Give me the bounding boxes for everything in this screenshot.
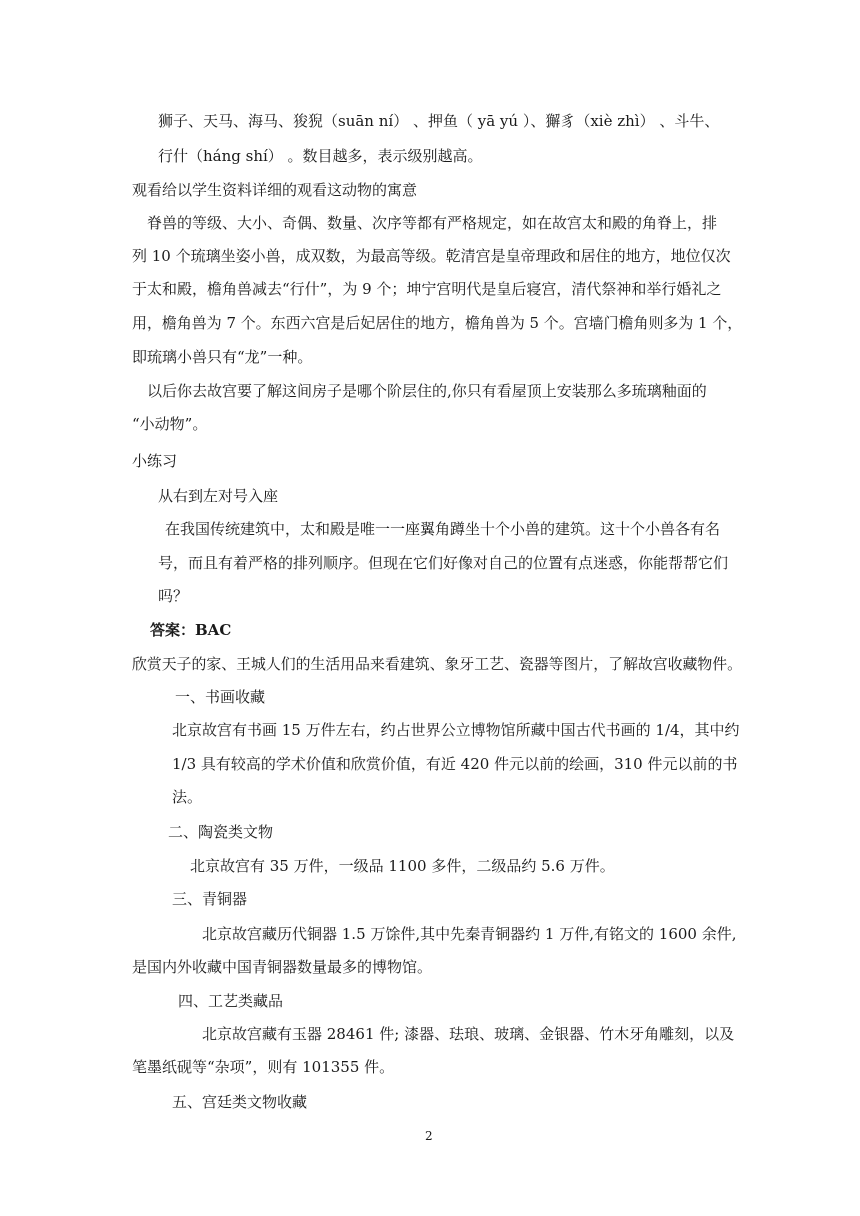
paragraph-line: 列 10 个琉璃坐姿小兽，成双数，为最高等级。乾清宫是皇帝理政和居住的地方，地位仅次 bbox=[132, 247, 731, 265]
paragraph-line: 于太和殿，檐角兽减去“行什”，为 9 个；坤宁宫明代是皇后寝宫，清代祭神和举行婚礼之 bbox=[132, 280, 722, 298]
page-number: 2 bbox=[425, 1129, 433, 1143]
paragraph-line: 脊兽的等级、大小、奇偶、数量、次序等都有严格规定，如在故宫太和殿的角脊上，排 bbox=[147, 214, 718, 232]
paragraph-line: 笔墨纸砚等“杂项”，则有 101355 件。 bbox=[132, 1058, 395, 1076]
paragraph-line: 北京故宫藏历代铜器 1.5 万馀件,其中先秦青铜器约 1 万件,有铭文的 1600 余件, bbox=[202, 925, 737, 943]
answer-line: 答案：BAC bbox=[150, 621, 232, 639]
section-heading: 观看给以学生资料详细的观看这动物的寓意 bbox=[132, 181, 418, 199]
subsection-heading: 一、书画收藏 bbox=[175, 688, 266, 706]
subsection-heading: 四、工艺类藏品 bbox=[178, 992, 284, 1010]
paragraph-line: 行什（háng shí） 。数目越多，表示级别越高。 bbox=[158, 147, 483, 165]
exercise-instruction: 从右到左对号入座 bbox=[158, 487, 279, 505]
paragraph-line: 吗？ bbox=[158, 587, 189, 605]
paragraph-line: 用，檐角兽为 7 个。东西六宫是后妃居住的地方，檐角兽为 5 个。宫墙门檐角则多为 1 个， bbox=[132, 314, 743, 332]
paragraph-line: 在我国传统建筑中，太和殿是唯一一座翼角蹲坐十个小兽的建筑。这十个小兽各有名 bbox=[165, 520, 721, 538]
section-heading: 小练习 bbox=[132, 452, 178, 470]
subsection-heading: 五、宫廷类文物收藏 bbox=[172, 1093, 308, 1111]
paragraph-line: 以后你去故宫要了解这间房子是哪个阶层住的,你只有看屋顶上安装那么多琉璃釉面的 bbox=[147, 382, 707, 400]
paragraph-line: 狮子、天马、海马、狻猊（suān ní） 、押鱼（ yā yú ）、獬豸（xiè zhì） 、斗牛、 bbox=[158, 112, 720, 130]
subsection-heading: 二、陶瓷类文物 bbox=[168, 823, 274, 841]
paragraph-line: 即琉璃小兽只有“龙”一种。 bbox=[132, 348, 313, 366]
paragraph-line: 是国内外收藏中国青铜器数量最多的博物馆。 bbox=[132, 958, 433, 976]
paragraph-line: “小动物”。 bbox=[132, 415, 208, 433]
paragraph-line: 北京故宫藏有玉器 28461 件; 漆器、珐琅、玻璃、金银器、竹木牙角雕刻，以及 bbox=[202, 1025, 735, 1043]
paragraph-line: 法。 bbox=[172, 788, 203, 806]
subsection-heading: 三、青铜器 bbox=[172, 890, 248, 908]
paragraph-line: 1/3 具有较高的学术价值和欣赏价值，有近 420 件元以前的绘画，310 件元以前的书 bbox=[172, 755, 738, 773]
paragraph-line: 号，而且有着严格的排列顺序。但现在它们好像对自己的位置有点迷惑，你能帮帮它们 bbox=[158, 554, 729, 572]
paragraph-line: 北京故宫有 35 万件，一级品 1100 多件，二级品约 5.6 万件。 bbox=[190, 857, 615, 875]
paragraph-line: 北京故宫有书画 15 万件左右，约占世界公立博物馆所藏中国古代书画的 1/4，其中约 bbox=[172, 721, 740, 739]
paragraph-line: 欣赏天子的家、王城人们的生活用品来看建筑、象牙工艺、瓷器等图片，了解故宫收藏物件。 bbox=[132, 655, 743, 673]
